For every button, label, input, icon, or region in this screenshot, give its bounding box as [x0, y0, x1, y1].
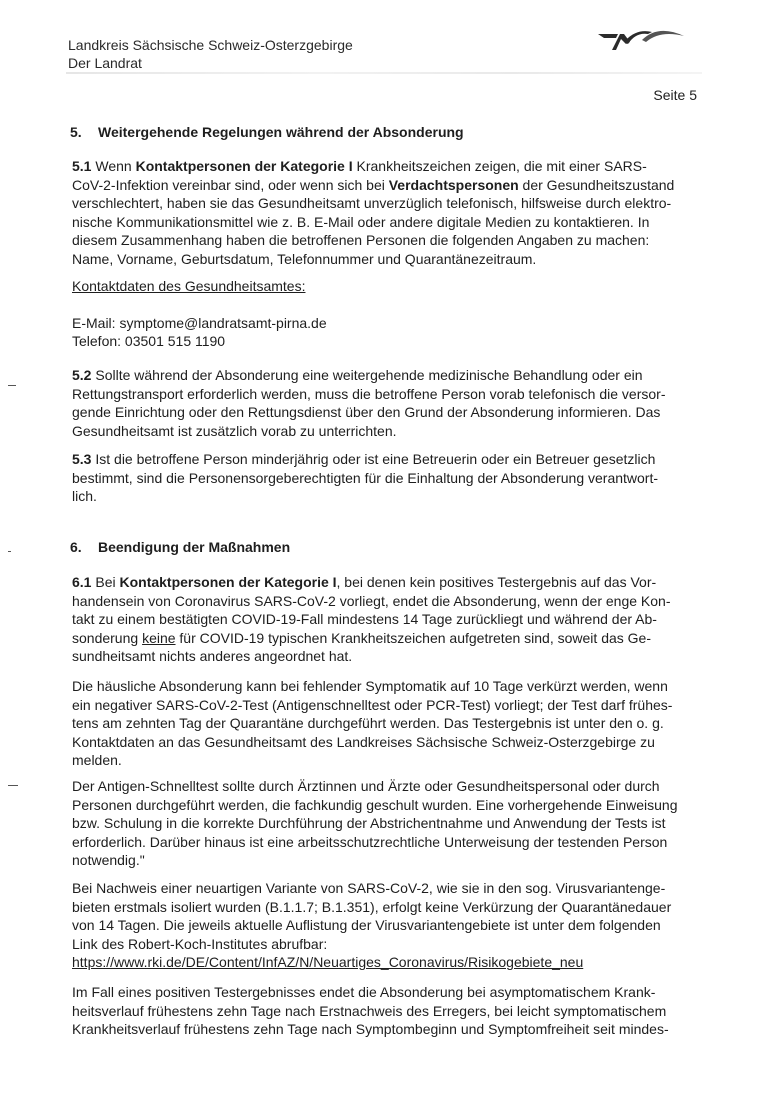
paragraph-6-4	[72, 879, 712, 972]
text-line: erforderlich. Darüber hinaus ist eine arbeitsschutzrechtliche Unterweisung der testenden Person	[72, 833, 668, 850]
rki-link[interactable]: https://www.rki.de/DE/Content/InfAZ/N/Neuartiges_Coronavirus/Risikogebiete_neu	[72, 954, 584, 970]
text-line: takt zu einem bestätigten COVID-19-Fall mindestens 14 Tage zurückliegt und während der Ab-	[72, 611, 657, 627]
text-line: Link des Robert-Koch-Institutes abrufbar:	[72, 935, 328, 952]
text-line: gende Einrichtung oder den Rettungsdienst über den Grund der Absonderung informieren. Das	[72, 404, 661, 420]
text-run: Wenn	[91, 158, 136, 174]
text-line: melden.	[72, 752, 122, 768]
text-run: Sollte während der Absonderung eine weitergehende medizinische Behandlung oder ein	[91, 367, 643, 383]
paragraph-number: 5.1	[72, 158, 92, 174]
paragraph-5-2	[72, 366, 712, 440]
text-run: sonderung	[72, 629, 143, 646]
text-line: Gesundheitsamt ist zusätzlich vorab zu unterrichten.	[72, 422, 397, 439]
text-line: handensein von Coronavirus SARS-CoV-2 vorliegt, endet die Absonderung, wenn der enge Kon-	[72, 592, 671, 609]
text-line: Kontaktdaten an das Gesundheitsamt des Landkreises Sächsische Schweiz-Osterzgebirge zu	[72, 733, 655, 750]
text-run: , bei denen kein positives Testergebnis auf das Vor-	[336, 574, 657, 590]
text-line: bieten erstmals isoliert wurden (B.1.1.7; B.1.351), erfolgt keine Verkürzung der Quarantänedauer	[72, 898, 672, 915]
text-line: sundheitsamt nichts anderes angeordnet hat.	[72, 648, 353, 664]
text-run: für COVID-19 typischen Krankheitszeichen aufgetreten sind, soweit das Ge-	[175, 629, 651, 646]
text-line: Krankheitsverlauf frühestens zehn Tage nach Symptombeginn und Symptomfreiheit seit mindes-	[72, 1021, 669, 1037]
org-subtitle: Der Landrat	[68, 55, 142, 71]
text-run: Bei	[91, 574, 120, 590]
paragraph-number: 5.3	[72, 451, 92, 467]
page-number: Seite 5	[653, 87, 697, 103]
text-line: Rettungstransport erforderlich werden, muss die betroffene Person vorab telefonisch die versor-	[72, 385, 666, 402]
contact-block	[72, 277, 712, 351]
contact-phone: Telefon: 03501 515 1190	[72, 333, 226, 349]
text-line: Der Antigen-Schnelltest sollte durch Ärztinnen und Ärzte oder Gesundheitspersonal oder durch	[72, 778, 660, 794]
paragraph-5-3	[72, 450, 712, 506]
section-number: 5.	[70, 124, 82, 140]
paragraph-6-3	[72, 777, 712, 870]
text-line: diesem Zusammenhang haben die betroffenen Personen die folgenden Angaben zu machen:	[72, 232, 650, 248]
letterhead	[68, 36, 353, 72]
section-heading-6	[70, 539, 290, 555]
text-run: Krankheitszeichen zeigen, die mit einer SARS-	[352, 158, 647, 174]
text-line: Bei Nachweis einer neuartigen Variante von SARS-CoV-2, wie sie in den sog. Virusvariantenge-	[72, 880, 666, 896]
text-line: ein negativer SARS-CoV-2-Test (Antigenschnelltest oder PCR-Test) vorliegt; der Test darf frühes-	[72, 696, 673, 713]
text-line: notwendig."	[72, 852, 145, 868]
bold-term: Kontaktpersonen der Kategorie I	[135, 158, 353, 174]
text-line: nische Kommunikationsmittel wie z. B. E-Mail oder andere digitale Medien zu kontaktieren. In	[72, 213, 650, 230]
bold-term: Kontaktpersonen der Kategorie I	[119, 574, 337, 590]
text-line: lich.	[72, 488, 97, 504]
contact-title: Kontaktdaten des Gesundheitsamtes:	[72, 278, 306, 294]
underlined-term: keine	[142, 629, 176, 646]
section-heading-5	[70, 124, 464, 140]
text-line: verschlechtert, haben sie das Gesundheitsamt unverzüglich telefonisch, hilfsweise durch elektro-	[72, 195, 672, 211]
text-line: Name, Vorname, Geburtsdatum, Telefonnummer und Quarantänezeitraum.	[72, 250, 537, 267]
text-line: Die häusliche Absonderung kann bei fehlender Symptomatik auf 10 Tage verkürzt werden, wenn	[72, 678, 668, 694]
paragraph-6-1	[72, 573, 712, 666]
text-run: Ist die betroffene Person minderjährig oder ist eine Betreuerin oder ein Betreuer gesetzlich	[91, 451, 656, 467]
paragraph-number: 5.2	[72, 367, 92, 383]
section-number: 6.	[70, 539, 82, 555]
text-line: von 14 Tagen. Die jeweils aktuelle Auflistung der Virusvariantengebiete ist unter dem folgenden	[72, 917, 661, 933]
section-title: Weitergehende Regelungen während der Absonderung	[98, 124, 464, 140]
text-line: Personen durchgeführt werden, die fachkundig geschult wurden. Eine vorhergehende Einweisung	[72, 796, 678, 813]
paragraph-6-5	[72, 983, 712, 1039]
org-name: Landkreis Sächsische Schweiz-Osterzgebirge	[68, 37, 353, 53]
bold-term: Verdachtspersonen	[388, 176, 519, 193]
paragraph-5-1	[72, 157, 712, 268]
landkreis-logo-icon	[590, 20, 690, 60]
margin-mark	[8, 551, 11, 552]
text-line: Im Fall eines positiven Testergebnisses endet die Absonderung bei asymptomatischem Krank-	[72, 984, 656, 1000]
text-line: bzw. Schulung in die korrekte Durchführung der Abstrichentnahme und Anwendung der Tests ist	[72, 815, 666, 831]
section-title: Beendigung der Maßnahmen	[98, 539, 291, 555]
paragraph-6-2	[72, 677, 712, 770]
text-run: der Gesundheitszustand	[518, 176, 675, 193]
contact-email[interactable]: E-Mail: symptome@landratsamt-pirna.de	[72, 314, 327, 331]
text-line: tens am zehnten Tag der Quarantäne durchgeführt werden. Das Testergebnis ist unter den o. g.	[72, 715, 664, 731]
paragraph-number: 6.1	[72, 574, 92, 590]
text-line: bestimmt, sind die Personensorgeberechtigten für die Einhaltung der Absonderung verantwort-	[72, 469, 659, 486]
margin-mark	[8, 785, 18, 786]
margin-mark	[8, 385, 16, 386]
text-run: CoV-2-Infektion vereinbar sind, oder wenn sich bei	[72, 176, 389, 193]
text-line: heitsverlauf frühestens zehn Tage nach Erstnachweis des Erregers, bei leicht symptomatischem	[72, 1002, 667, 1019]
header-divider	[66, 72, 702, 74]
